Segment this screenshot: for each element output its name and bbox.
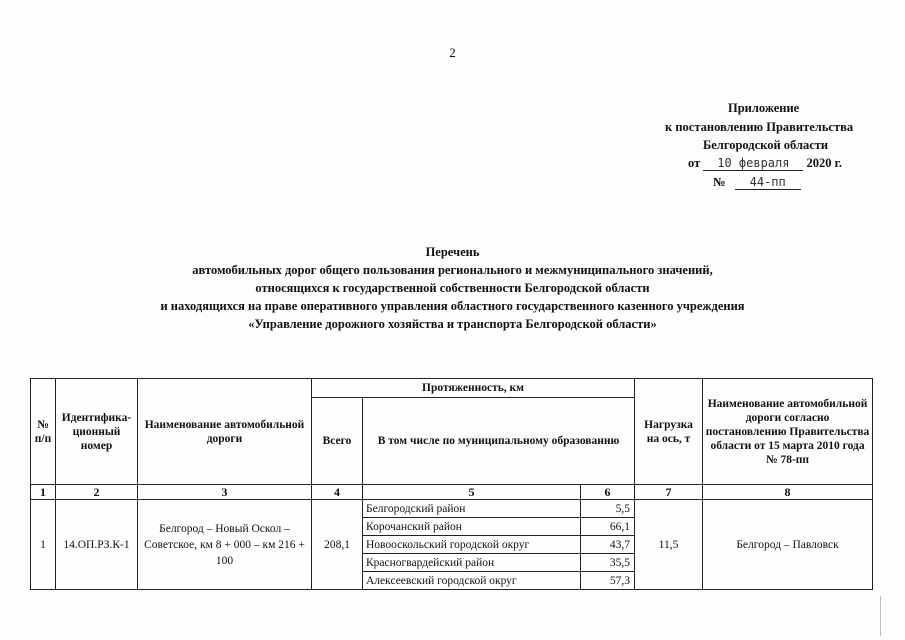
- row-road-name: Белгород – Новый Оскол – Советское, км 8 + 000 – км 216 + 100: [138, 500, 312, 590]
- date-suffix: 2020 г.: [806, 156, 843, 170]
- municipality-name: Алексеевский городской округ: [363, 572, 581, 590]
- municipality-km: 5,5: [581, 500, 635, 518]
- header-length: Протяженность, км: [312, 379, 635, 398]
- header-name: Наименование автомобильной дороги: [138, 379, 312, 485]
- number-value: 44-пп: [735, 176, 801, 190]
- municipality-name: Красногвардейский район: [363, 554, 581, 572]
- municipality-km: 57,3: [581, 572, 635, 590]
- title-line-4: и находящихся на праве оперативного управления областного государственного казенного учреждения: [160, 299, 745, 313]
- title-line-1: Перечень: [425, 245, 480, 259]
- roads-table: [30, 378, 873, 590]
- title-line-2: автомобильных дорог общего пользования регионального и межмуниципального значений,: [192, 263, 713, 277]
- number-prefix: №: [713, 175, 726, 189]
- appendix-number: [713, 175, 801, 190]
- municipality-name: Корочанский район: [363, 518, 581, 536]
- municipality-name: Белгородский район: [363, 500, 581, 518]
- column-number: 1: [31, 485, 56, 500]
- date-value: 10 февраля: [703, 157, 803, 171]
- header-id: Идентифика-ционный номер: [56, 379, 138, 485]
- row-load: 11,5: [635, 500, 703, 590]
- header-old-name: Наименование автомобильной дороги согласно постановлению Правительства области от 15 марта 2010 года № 78-пп: [703, 379, 873, 485]
- appendix-region: Белгородской области: [703, 138, 829, 152]
- appendix-resolution: к постановлению Правительства: [665, 120, 854, 134]
- appendix-label: Приложение: [728, 101, 800, 115]
- table-header-row: [31, 379, 873, 398]
- title-line-3: относящихся к государственной собственности Белгородской области: [255, 281, 650, 295]
- scan-margin-line: [880, 596, 881, 636]
- column-number: 2: [56, 485, 138, 500]
- column-number: 6: [581, 485, 635, 500]
- column-number: 5: [363, 485, 581, 500]
- municipality-km: 35,5: [581, 554, 635, 572]
- header-including: В том числе по муниципальному образованию: [363, 398, 635, 485]
- page-number: 2: [449, 45, 456, 60]
- column-number: 3: [138, 485, 312, 500]
- row-total: 208,1: [312, 500, 363, 590]
- municipality-km: 66,1: [581, 518, 635, 536]
- row-num: 1: [31, 500, 56, 590]
- table-row: [31, 500, 873, 518]
- header-num: № п/п: [31, 379, 56, 485]
- column-number: 8: [703, 485, 873, 500]
- municipality-name: Новооскольский городской округ: [363, 536, 581, 554]
- date-prefix: от: [688, 156, 701, 170]
- column-number: 4: [312, 485, 363, 500]
- header-total: Всего: [312, 398, 363, 485]
- column-number: 7: [635, 485, 703, 500]
- appendix-date: [688, 156, 842, 171]
- column-numbers-row: [31, 485, 873, 500]
- header-load: Нагрузка на ось, т: [635, 379, 703, 485]
- row-id: 14.ОП.РЗ.К-1: [56, 500, 138, 590]
- municipality-km: 43,7: [581, 536, 635, 554]
- row-old-name: Белгород – Павловск: [703, 500, 873, 590]
- title-line-5: «Управление дорожного хозяйства и транспорта Белгородской области»: [248, 317, 657, 331]
